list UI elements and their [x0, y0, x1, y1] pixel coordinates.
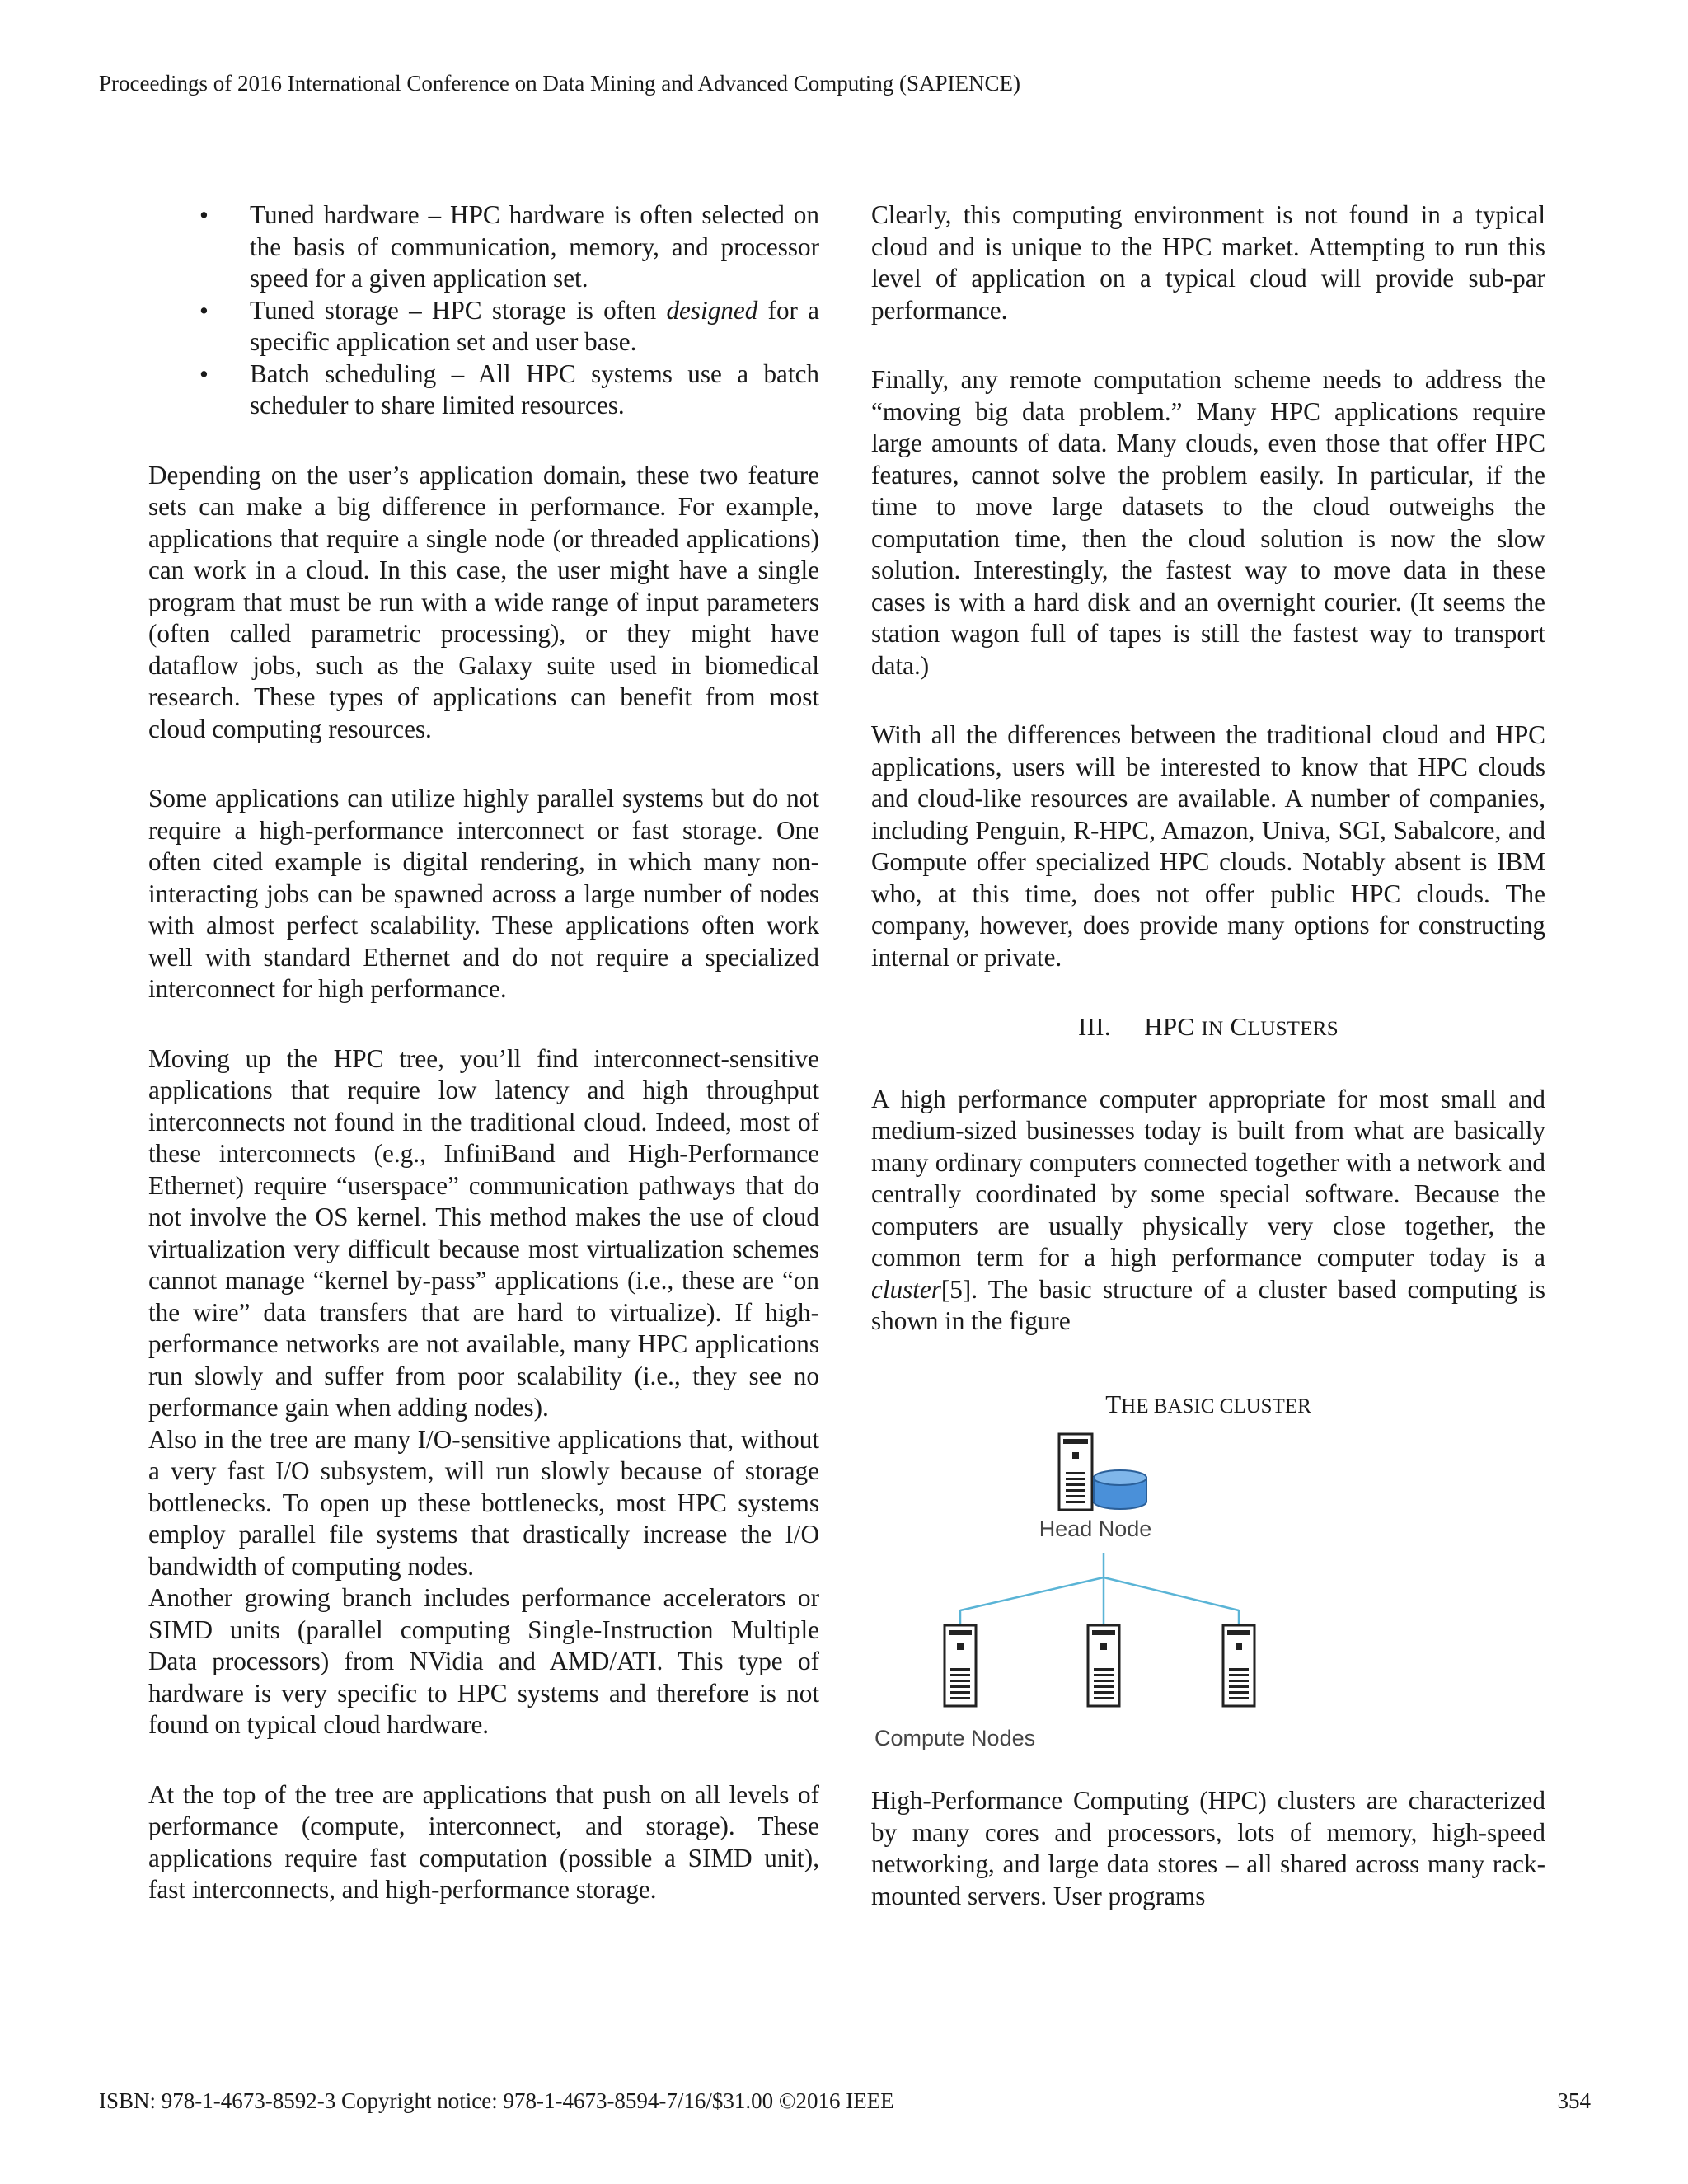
head-node-label: Head Node — [1039, 1516, 1152, 1541]
paragraph: Clearly, this computing environment is not found in a typical cloud and is unique to the HPC market. Attempting to run this level of application on a typical cloud will provide sub-par performance. — [871, 200, 1545, 325]
title-part: B — [1153, 1394, 1168, 1418]
head-node-server-icon — [1059, 1434, 1092, 1510]
feature-bullet-list — [148, 199, 819, 422]
paragraph: At the top of the tree are applications that push on all levels of performance (compute, interconnect, and storage). These applications require fast computation (possible a SIMD unit), fast interconnects, and high-performance storage. — [148, 1779, 819, 1904]
bullet-text: for a specific application set and user base. — [250, 295, 819, 356]
section-word: C — [1230, 1012, 1248, 1041]
bullet-tuned-storage — [148, 295, 819, 359]
title-part: LUSTER — [1233, 1394, 1311, 1418]
text: [5]. The basic structure of a cluster based computing is shown in the figure — [871, 1274, 1545, 1335]
compute-node-server-icon — [945, 1625, 976, 1706]
paragraph: Also in the tree are many I/O-sensitive applications that, without a very fast I/O subsystem, will run slowly because of storage bottlenecks. To open up these bottlenecks, most HPC systems employ parallel file systems that drastically increase the I/O bandwidth of computing nodes. — [148, 1424, 819, 1581]
compute-node-server-icon — [1088, 1625, 1119, 1706]
section-heading — [871, 1011, 1545, 1046]
storage-disk-icon — [1094, 1470, 1146, 1509]
title-part: HE — [1121, 1394, 1154, 1418]
running-header: Proceedings of 2016 International Conference on Data Mining and Advanced Computing (SAPIENCE) — [99, 71, 1021, 96]
emphasis-cluster: cluster — [871, 1274, 941, 1304]
left-column — [148, 199, 819, 1906]
paragraph: Moving up the HPC tree, you’ll find interconnect-sensitive applications that require low latency and high throughput interconnects not found in the traditional cloud. Indeed, most of these interconnects (e.g., InfiniBand and High-Performance Ethernet) require “userspace” communication pathways that do not involve the OS kernel. This method makes the use of cloud virtualization very difficult because most virtualization schemes cannot manage “kernel by-pass” applications (i.e., these are “on the wire” data transfers that are hard to virtualize). If high-performance networks are not available, many HPC applications run slowly and suffer from poor scalability (i.e., they see no performance gain when adding nodes). — [148, 1043, 819, 1422]
compute-nodes-label: Compute Nodes — [874, 1726, 1036, 1750]
paragraph: With all the differences between the traditional cloud and HPC applications, users will be interested to know that HPC clouds and cloud-like resources are available. A number of companies, including Penguin, R-HPC, Amazon, Univa, SGI, Sabalcore, and Gompute offer specialized HPC clouds. Notably absent is IBM who, at this time, does not offer public HPC clouds. The company, however, does provide many options for constructing internal or private. — [871, 720, 1545, 972]
paragraph: Finally, any remote computation scheme needs to address the “moving big data problem.” Many HPC applications require large amounts of data. Many clouds, even those that offer HPC features, cannot solve the problem easily. In particular, if the time to move large datasets to the cloud outweighs the computation time, then the cloud solution is now the slow solution. Interestingly, the fastest way to move data in these cases is with a hard disk and an overnight courier. (It seems the station wagon full of tapes is still the fastest way to transport data.) — [871, 365, 1545, 680]
bullet-text: Tuned storage – HPC storage is often — [250, 295, 667, 325]
paragraph: High-Performance Computing (HPC) clusters are characterized by many cores and processors, lots of memory, high-speed networking, and large data stores – all shared across many rack-mounted servers. User programs — [871, 1786, 1545, 1910]
section-word: IN — [1201, 1018, 1224, 1040]
title-part: T — [1105, 1389, 1122, 1418]
paragraph: Another growing branch includes performance accelerators or SIMD units (parallel computing Single-Instruction Multiple Data processors) from NVidia and AMD/ATI. This type of hardware is very specific to HPC systems and therefore is not found on typical cloud hardware. — [148, 1583, 819, 1739]
section-word: HPC — [1144, 1012, 1195, 1041]
bullet-batch-scheduling: • Batch scheduling – All HPC systems use a batch scheduler to share limited resources. — [148, 359, 819, 422]
emphasis-designed: designed — [666, 295, 758, 325]
title-part: ASIC — [1167, 1394, 1220, 1418]
bullet-tuned-hardware: • Tuned hardware – HPC hardware is often selected on the basis of communication, memory, and processor speed for a given application set. — [148, 199, 819, 295]
title-part: C — [1219, 1394, 1234, 1418]
section-word: LUSTERS — [1247, 1018, 1339, 1040]
paragraph — [871, 1084, 1545, 1338]
isbn-copyright: ISBN: 978-1-4673-8592-3 Copyright notice: 978-1-4673-8594-7/16/$31.00 ©2016 IEEE — [99, 2088, 894, 2113]
footer — [99, 2088, 1591, 2114]
paragraph: Depending on the user’s application domain, these two feature sets can make a big difference in performance. For example, applications that require a single node (or threaded applications) can work in a cloud. In this case, the user might have a single program that must be run with a wide range of input parameters (often called parametric processing), or they might have dataflow jobs, such as the Galaxy suite used in biomedical research. These types of applications can benefit from most cloud computing resources. — [148, 460, 819, 743]
paragraph: Some applications can utilize highly parallel systems but do not require a high-performance interconnect or fast storage. One often cited example is digital rendering, in which many non-interacting jobs can be spawned across a large number of nodes with almost perfect scalability. These applications often work well with standard Ethernet and do not require a specialized interconnect for high performance. — [148, 784, 819, 1003]
section-number: III. — [1078, 1012, 1111, 1041]
text: A high performance computer appropriate for most small and medium-sized businesses today is built from what are basically many ordinary computers connected together with a network and centrally coordinated by some special software. Because the computers are usually physically very close together, the common term for a high performance computer today is a — [871, 1084, 1545, 1272]
cluster-diagram — [871, 1431, 1545, 1754]
right-column — [871, 199, 1545, 1912]
figure-title — [871, 1389, 1545, 1423]
network-links — [960, 1553, 1239, 1625]
page-number: 354 — [1557, 2088, 1591, 2113]
compute-node-server-icon — [1223, 1625, 1254, 1706]
